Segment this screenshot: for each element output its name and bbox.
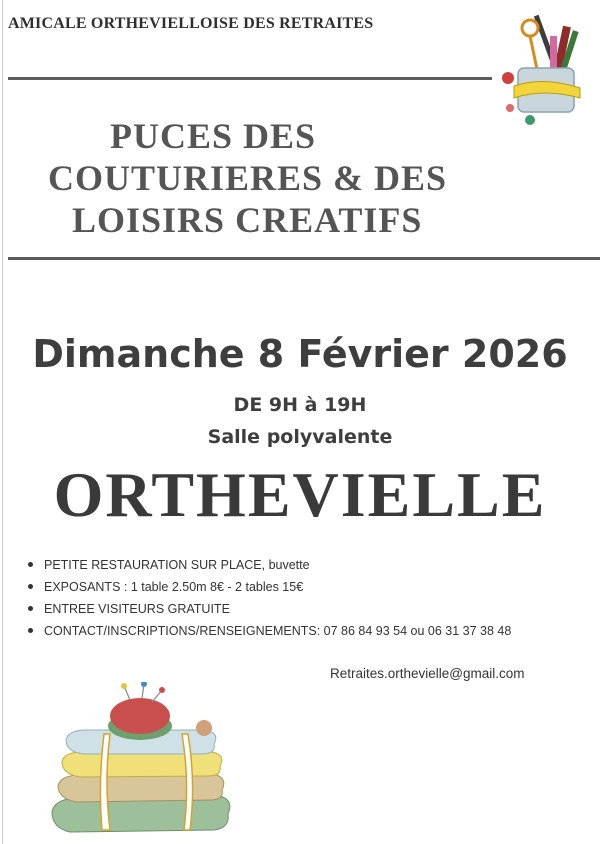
- page-edge-line: [2, 0, 3, 844]
- organization-name: AMICALE ORTHEVIELLOISE DES RETRAITES: [8, 15, 374, 32]
- top-divider: [8, 77, 492, 80]
- detail-text: PETITE RESTAURATION SUR PLACE, buvette: [44, 558, 310, 572]
- details-list: [26, 554, 511, 642]
- detail-text: EXPOSANTS : 1 table 2.50m 8€ - 2 tables 15€: [44, 580, 304, 594]
- list-item: [26, 554, 511, 576]
- event-title-line-1: PUCES DES: [110, 116, 317, 156]
- event-venue: Salle polyvalente: [207, 426, 393, 448]
- list-item: [26, 576, 511, 598]
- bullet-icon: [28, 562, 33, 567]
- bullet-icon: [28, 606, 33, 611]
- detail-text: ENTREE VISITEURS GRATUITE: [44, 602, 230, 616]
- list-item: [26, 598, 511, 620]
- fabric-stack-pincushion-icon: [44, 682, 244, 842]
- event-title-line-2: COUTURIERES & DES: [48, 158, 448, 198]
- detail-text: CONTACT/INSCRIPTIONS/RENSEIGNEMENTS: 07 86 84 93 54 ou 06 31 37 38 48: [44, 624, 512, 638]
- event-town: ORTHEVIELLE: [53, 459, 547, 530]
- contact-email[interactable]: Retraites.orthevielle@gmail.com: [330, 666, 525, 681]
- event-hours: DE 9H à 19H: [233, 394, 367, 416]
- sewing-supplies-jar-icon: [500, 8, 588, 130]
- event-date: Dimanche 8 Février 2026: [32, 332, 568, 376]
- event-title-line-3: LOISIRS CREATIFS: [72, 200, 423, 240]
- list-item: [26, 620, 511, 642]
- bullet-icon: [28, 584, 33, 589]
- middle-divider: [8, 257, 600, 260]
- bullet-icon: [28, 628, 33, 633]
